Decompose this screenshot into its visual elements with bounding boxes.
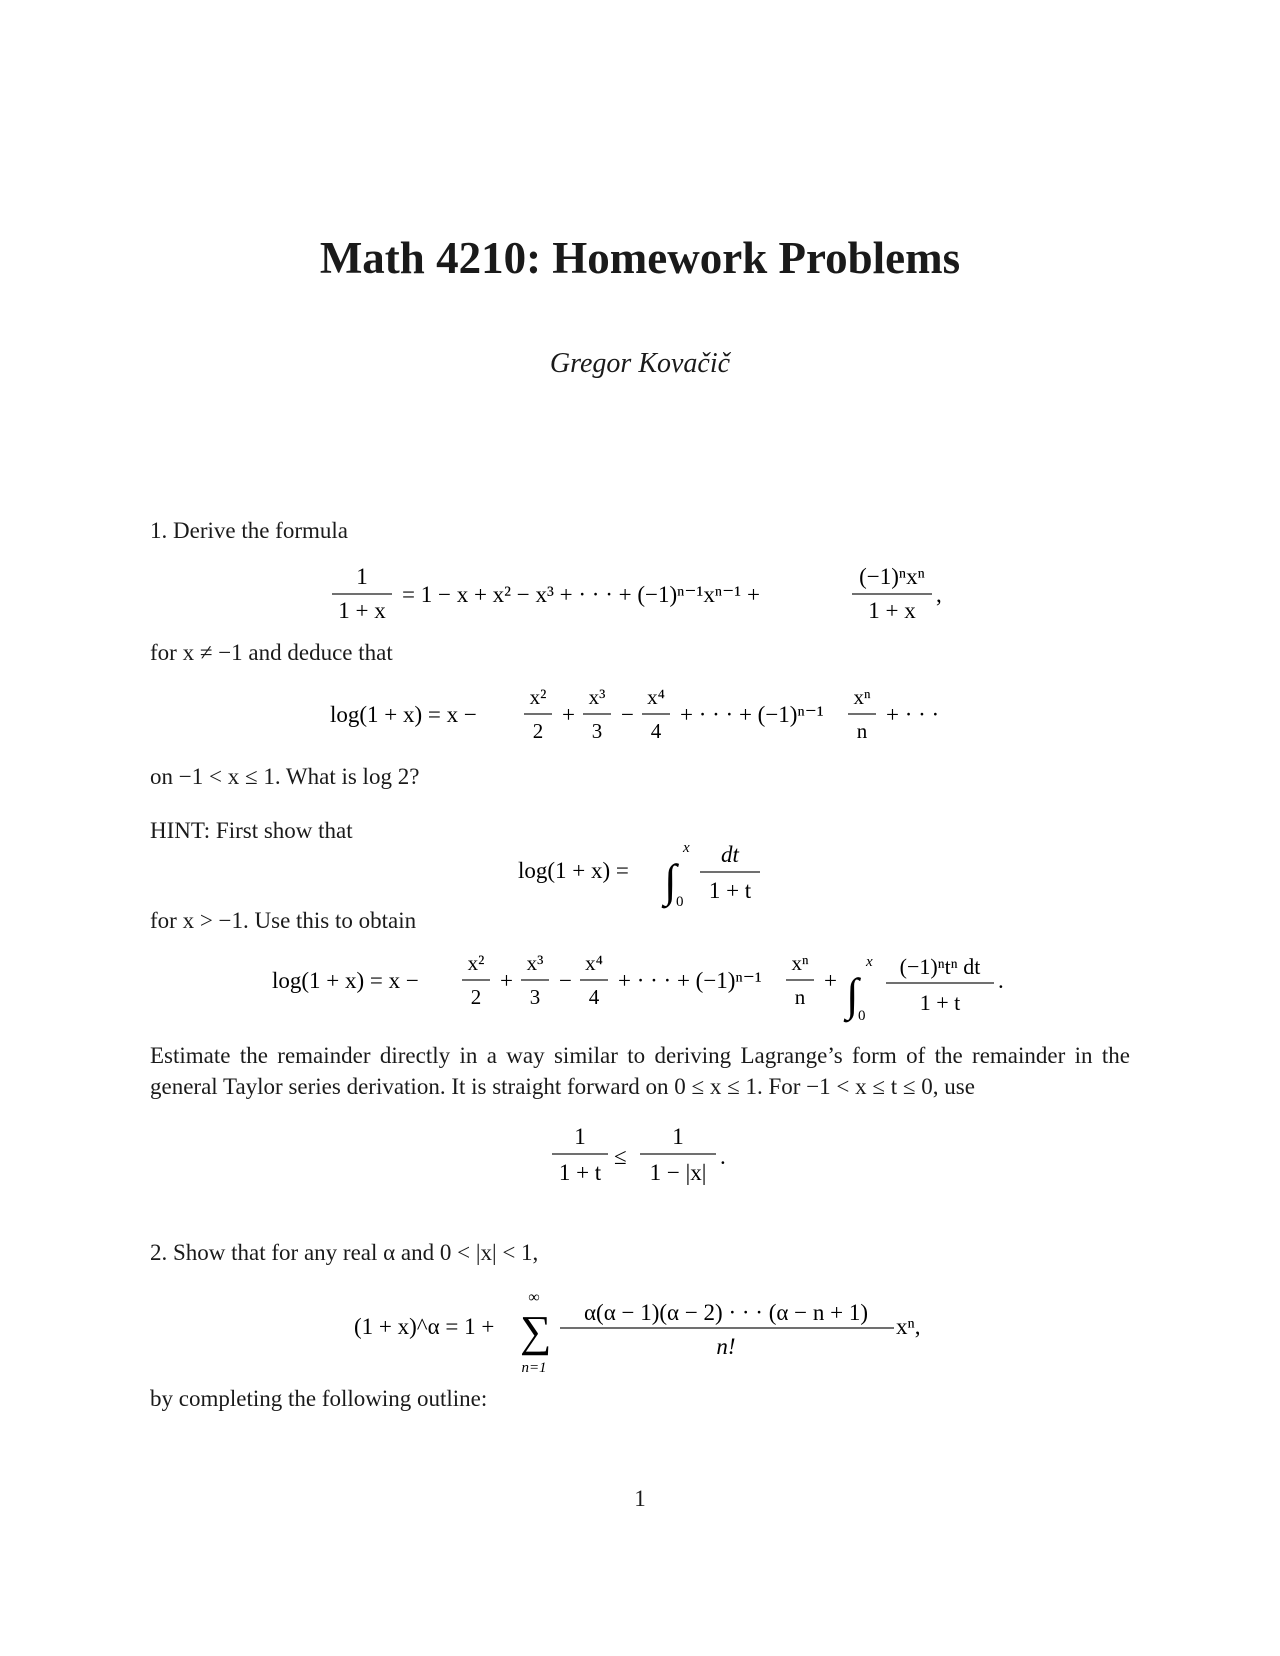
eq3-upper-limit: x	[683, 840, 690, 856]
eq3-lower-limit: 0	[676, 894, 684, 910]
eq4-term3-denominator: 3	[529, 985, 541, 1009]
eq4-termn-numerator: xⁿ	[791, 951, 809, 975]
eq4-term4-denominator: 4	[588, 985, 600, 1009]
eq2-termn-numerator: xⁿ	[853, 685, 871, 709]
equation-binomial-series	[354, 1289, 954, 1382]
eq3-integral-sign: ∫	[664, 855, 677, 906]
eq5-left-denominator: 1 + t	[558, 1160, 602, 1185]
eq6-numerator: α(α − 1)(α − 2) · · · (α − n + 1)	[583, 1300, 869, 1325]
eq4-numerator: (−1)ⁿtⁿ dt	[899, 954, 981, 979]
eq2-term3-numerator: x³	[588, 685, 606, 709]
document-title: Math 4210: Homework Problems	[319, 233, 961, 283]
eq4-plus: +	[500, 968, 513, 993]
eq2-term2-numerator: x²	[529, 685, 547, 709]
problem-1-hint: HINT: First show that	[150, 818, 353, 843]
eq5-right-denominator: 1 − |x|	[649, 1160, 707, 1185]
eq6-lower-limit: n=1	[521, 1360, 547, 1376]
eq4-term3-numerator: x³	[526, 951, 544, 975]
eq4-plus2: +	[824, 968, 837, 993]
problem-1-after-eq3: for x > −1. Use this to obtain	[150, 908, 417, 933]
eq2-lhs: log(1 + x) = x −	[330, 702, 477, 727]
eq1-rhs-denominator: 1 + x	[868, 598, 916, 623]
eq2-term2-denominator: 2	[532, 719, 544, 743]
equation-geometric-series	[320, 560, 960, 630]
eq3-lhs: log(1 + x) =	[518, 858, 629, 883]
eq4-integral-sign: ∫	[846, 969, 859, 1020]
eq5-relation: ≤	[614, 1144, 627, 1169]
eq2-term4-denominator: 4	[650, 719, 662, 743]
problem-2-intro: 2. Show that for any real α and 0 < |x| < 1,	[150, 1240, 539, 1265]
eq5-tail: .	[720, 1144, 726, 1169]
document-author: Gregor Kovačič	[549, 348, 731, 379]
eq5-right-numerator: 1	[672, 1124, 684, 1149]
equation-log-series	[330, 686, 950, 756]
page-number: 1	[634, 1486, 646, 1511]
eq4-lower-limit: 0	[858, 1008, 866, 1024]
equation-log-remainder	[272, 950, 1012, 1030]
eq5-left-numerator: 1	[574, 1124, 586, 1149]
eq2-termn-denominator: n	[856, 719, 868, 743]
eq4-term2-numerator: x²	[467, 951, 485, 975]
eq6-sum-sign: ∑	[520, 1307, 552, 1356]
eq3-denominator: 1 + t	[708, 878, 752, 903]
eq2-term4-numerator: x⁴	[647, 685, 665, 709]
eq4-minus: −	[559, 968, 572, 993]
eq6-denominator: n!	[716, 1334, 736, 1359]
problem-1-estimate-paragraph: Estimate the remainder directly in a way similar to deriving Lagrange’s form of the remainder in the general Taylor series derivation. It is straight forward on 0 ≤ x ≤ 1. For −1 < x ≤ t ≤ 0, use	[150, 1043, 1130, 1099]
problem-1-after-eq2: on −1 < x ≤ 1. What is log 2?	[150, 764, 420, 789]
eq2-term3-denominator: 3	[591, 719, 603, 743]
eq1-tail: ,	[936, 582, 942, 607]
eq2-tail: + · · ·	[886, 702, 940, 727]
problem-1-after-eq1: for x ≠ −1 and deduce that	[150, 640, 393, 665]
eq4-upper-limit: x	[866, 954, 873, 970]
eq4-lhs: log(1 + x) = x −	[272, 968, 419, 993]
eq1-rhs-numerator: (−1)ⁿxⁿ	[859, 564, 925, 589]
eq6-lhs: (1 + x)^α = 1 +	[354, 1314, 495, 1339]
problem-2-after: by completing the following outline:	[150, 1386, 488, 1411]
eq4-termn-denominator: n	[794, 985, 806, 1009]
eq2-plus: +	[562, 702, 575, 727]
equation-log-integral	[518, 838, 778, 918]
eq1-lhs-denominator: 1 + x	[338, 598, 386, 623]
eq4-middle: + · · · + (−1)ⁿ⁻¹	[618, 968, 762, 993]
eq2-middle: + · · · + (−1)ⁿ⁻¹	[680, 702, 824, 727]
eq6-tail: xⁿ,	[896, 1314, 921, 1339]
problem-1-intro: 1. Derive the formula	[150, 518, 348, 543]
eq3-numerator: dt	[721, 842, 739, 867]
eq4-term4-numerator: x⁴	[585, 951, 603, 975]
eq4-denominator: 1 + t	[919, 990, 961, 1015]
eq6-upper-limit: ∞	[528, 1289, 540, 1306]
eq1-middle: = 1 − x + x² − x³ + · · · + (−1)ⁿ⁻¹xⁿ⁻¹ +	[402, 582, 760, 607]
equation-inequality	[552, 1124, 752, 1194]
eq2-minus: −	[621, 702, 634, 727]
eq4-term2-denominator: 2	[470, 985, 482, 1009]
eq1-lhs-numerator: 1	[356, 564, 368, 589]
eq4-tail: .	[998, 968, 1004, 993]
